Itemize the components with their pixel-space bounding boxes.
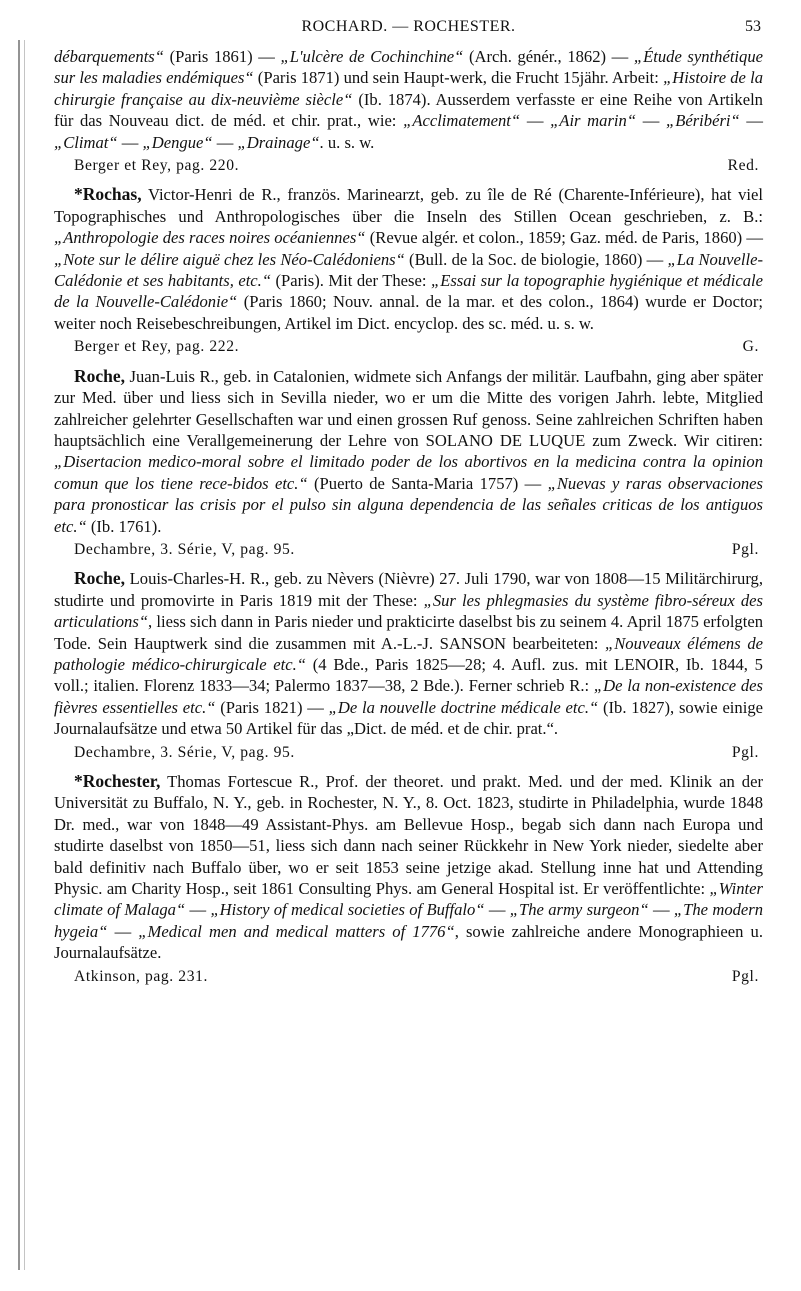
entry-body-text: — [117,132,143,152]
entries-list [54,46,763,987]
entry-source-line [54,742,763,763]
work-title: „Air marin“ [550,111,637,131]
work-title: „History of medical societies of Buffalo“ [210,900,485,920]
binding-edge-inner [24,40,25,1270]
entry-author-initials: Red. [727,157,759,175]
entry-roche-juan [54,366,763,561]
entry-headword: *Rochester, [74,771,161,791]
entry-source-line [54,155,763,176]
entry-body-text: — [484,900,510,920]
entry-body-text: (Paris). Mit der These: [271,271,431,291]
work-title: „Nuevas y raras observaciones para pronosticar las crisis por el pulso sin alguna dependencia de las señales criticas de los antiguos etc.“ [54,473,763,536]
binding-edge [18,40,20,1270]
work-title: débarquements“ [54,47,164,66]
entry-text [54,568,763,739]
work-title: „L'ulcère de Cochinchine“ [280,47,464,66]
work-title: „Nouveaux élémens de pathologie médico-chirurgicale etc.“ [54,633,763,674]
entry-body-text: — [636,111,666,131]
entry-body-text: Thomas Fortescue R., Prof. der theoret. und prakt. Med. und der med. Klinik an der Universität zu Buffalo, N. Y., geb. in Rochester, N. Y., 8. Oct. 1823, studirte in Philadelphia, wurde 1848 Dr. med., war von 1848—49 Assistant-Phys. am Bellevue Hosp., begab sich dann nach Europa und studirte daselbst von 1850—51, liess sich dann nach seiner Rückkehr in New York nieder, siedelte aber bald definitiv nach Buffalo über, wo er seit 1853 seine jetzige akad. Stellung inne hat und Attending Physic. am Charity Hosp., seit 1861 Consulting Phys. am General Hospital ist. Er veröffentlichte: [54,772,763,899]
running-header [54,16,763,40]
entry-body-text: Juan-Luis R., geb. in Catalonien, widmete sich Anfangs der militär. Laufbahn, ging aber später zur Med. über und liess sich in Sevilla nieder, wo er um die Mitte des vorigen Jahrh. lebte, Mitglied zahlreicher gelehrter Gesellschaften war und einen grossen Ruf genoss. Seine zahlreichen Schriften haben hauptsächlich eine Verallgemeinerung der Lehre von SOLANO DE LUQUE zum Zweck. Wir citiren: [54,366,763,450]
entry-body-text: — [212,132,238,152]
entry-body-text: — [185,900,211,920]
entry-source: Dechambre, 3. Série, V, pag. 95. [74,540,295,558]
work-title: „De la nouvelle doctrine médicale etc.“ [328,697,599,717]
work-title: „Acclimatement“ [403,111,521,131]
entry-body-text: (Puerto de Santa-Maria 1757) — [307,473,548,493]
entry-body-text: (Paris 1871) und sein Haupt-werk, die Frucht 15jähr. Arbeit: [253,68,664,88]
entry-body-text: (4 Bde., Paris 1825—28; 4. Aufl. zus. mit LENOIR, Ib. 1844, 5 voll.; italien. Florenz 1833—34; Palermo 1837—38, 2 Bde.). Ferner schrieb R.: [54,654,763,696]
entry-body-text: (Paris 1861) — [164,47,281,66]
work-title: „Béribéri“ [665,111,740,131]
entry-body-text: (Ib. 1761). [86,516,162,536]
entry-roche-louis [54,568,763,763]
work-title: „La Nouvelle-Calédonie et ses habitants, etc.“ [54,249,763,291]
work-title: „Étude synthétique sur les maladies endémiques“ [54,47,764,88]
entry-rochard-cont [54,46,763,176]
entry-body-text: (Paris 1860; Nouv. annal. de la mar. et des colon., 1864) wurde er Doctor; weiter noch Reisebeschreibungen, Artikel im Dict. encyclop. des sc. méd. u. s. w. [54,292,763,333]
entry-text [54,184,763,334]
entry-body-text: . u. s. w. [319,132,375,152]
entry-source: Atkinson, pag. 231. [74,967,208,985]
work-title: „Note sur le délire aiguë chez les Néo-Calédoniens“ [54,249,405,269]
work-title: „Medical men and medical matters of 1776“ [138,921,455,941]
entry-source-line [54,539,763,560]
work-title: „Climat“ [54,132,118,152]
entry-author-initials: G. [742,338,759,356]
page-number: 53 [745,18,761,35]
work-title: „Anthropologie des races noires océaniennes“ [54,228,366,248]
entry-author-initials: Pgl. [731,967,759,985]
entry-text [54,366,763,537]
work-title: „Winter climate of Malaga“ [54,879,763,920]
work-title: „The army surgeon“ [509,900,649,920]
entry-body-text: — [739,111,764,131]
entry-headword: Roche, [74,568,126,589]
work-title: „Disertacion medico-moral sobre el limitado poder de los abortivos en la medicina contra la opinion comun que los tiene rece-bidos etc.“ [54,452,763,493]
entry-source-line [54,966,763,987]
entry-source: Berger et Rey, pag. 220. [74,157,240,175]
entry-body-text: (Bull. de la Soc. de biologie, 1860) — [404,249,668,269]
entry-source: Berger et Rey, pag. 222. [74,338,240,356]
entry-body-text: — [107,921,139,941]
entry-source-line [54,336,763,357]
work-title: „The modern hygeia“ [54,900,764,941]
entry-body-text: — [520,111,551,131]
entry-author-initials: Pgl. [731,540,759,558]
entry-rochester [54,771,763,987]
entry-body-text: Louis-Charles-H. R., geb. zu Nèvers (Nièvre) 27. Juli 1790, war von 1808—15 Militärchirurg, studirte und promovirte in Paris 1819 mit der These: [54,569,763,610]
work-title: „Dengue“ [142,132,213,152]
work-title: „De la non-existence des fièvres essentielles etc.“ [54,676,763,717]
entry-body-text: (Arch. génér., 1862) — [463,47,634,66]
entry-body-text: (Paris 1821) — [215,697,329,717]
entry-author-initials: Pgl. [731,743,759,761]
entry-body-text: (Revue algér. et colon., 1859; Gaz. méd. de Paris, 1860) — [365,228,763,248]
work-title: „Drainage“ [237,132,320,152]
entry-text [54,771,763,964]
entry-body-text: (Ib. 1827), sowie einige Journalaufsätze und etwa 50 Artikel für das „Dict. de méd. et de chir. prat.“. [54,697,763,739]
work-title: „Essai sur la topographie hygiénique et médicale de la Nouvelle-Calédonie“ [54,271,763,312]
entry-body-text: , liess sich dann in Paris nieder und prakticirte daselbst bis zu seinem 4. April 1875 erfolgten Tode. Sein Hauptwerk sind die zusammen mit A.-L.-J. SANSON bearbeiteten: [54,612,763,653]
entry-headword: *Rochas, [74,184,142,205]
work-title: „Histoire de la chirurgie française au dix-neuvième siècle“ [54,68,763,109]
entry-headword: Roche, [74,365,126,386]
entry-body-text: — [648,900,674,920]
entry-body-text: Victor-Henri de R., französ. Marinearzt, geb. zu île de Ré (Charente-Inférieure), hat viel Topographisches und Anthropologisches über die Inseln des Stillen Ocean geschrieben, z. B.: [54,185,763,226]
entry-body-text: , sowie zahlreiche andere Monographieen u. Journalaufsätze. [54,921,763,963]
entry-text [54,46,763,153]
entry-rochas [54,184,763,357]
work-title: „Sur les phlegmasies du système fibro-séreux des articulations“ [54,590,763,632]
header-title: ROCHARD. — ROCHESTER. [301,18,516,35]
entry-body-text: (Ib. 1874). Ausserdem verfasste er eine Reihe von Artikeln für das Nouveau dict. de méd. et chir. prat., wie: [54,89,763,131]
entry-source: Dechambre, 3. Série, V, pag. 95. [74,743,295,761]
